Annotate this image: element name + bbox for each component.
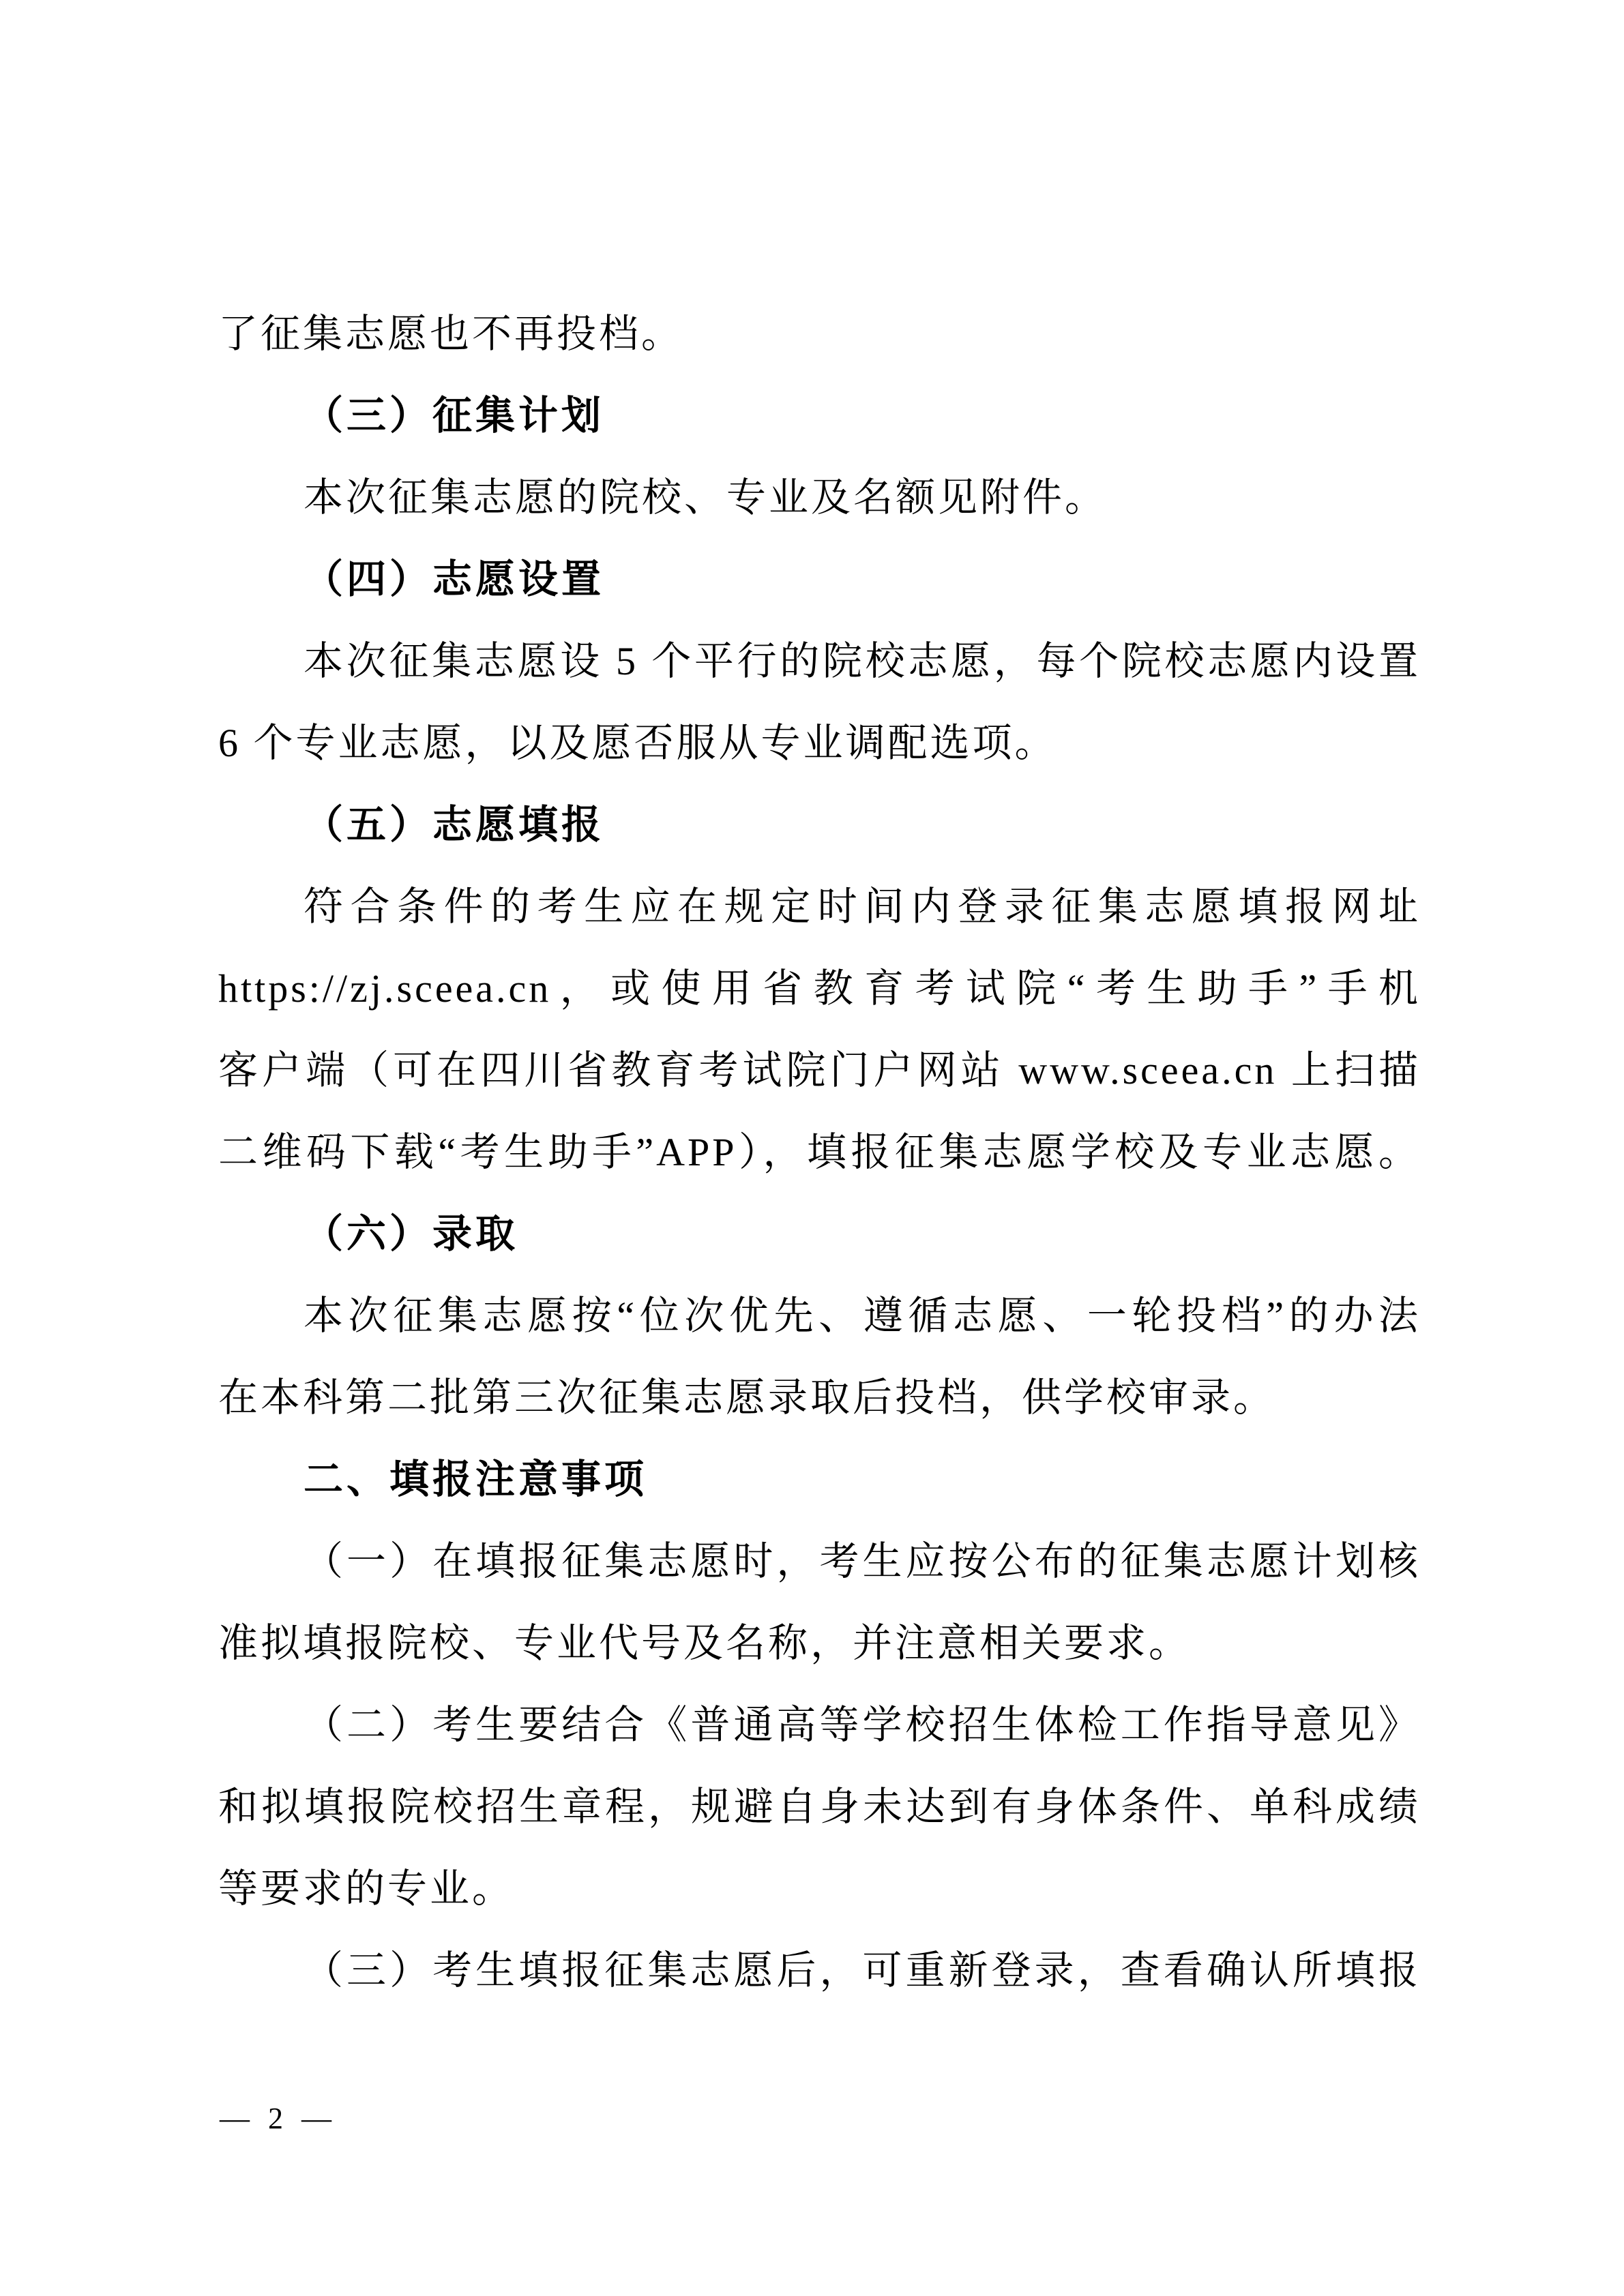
section-heading-5: （五）志愿填报	[304, 803, 605, 847]
paragraph-continuation: 二维码下载“考生助手”APP），填报征集志愿学校及专业志愿。	[218, 1130, 1421, 1174]
paragraph: 本次征集志愿按“位次优先、遵循志愿、一轮投档”的办法	[304, 1294, 1421, 1338]
paragraph-continuation: 和拟填报院校招生章程，规避自身未达到有身体条件、单科成绩	[218, 1785, 1421, 1829]
paragraph-continuation: 客户端（可在四川省教育考试院门户网站 www.sceea.cn 上扫描	[218, 1048, 1421, 1092]
paragraph-continuation: 准拟填报院校、专业代号及名称，并注意相关要求。	[218, 1621, 1192, 1665]
paragraph: （一）在填报征集志愿时，考生应按公布的征集志愿计划核	[304, 1539, 1421, 1583]
paragraph: （三）考生填报征集志愿后，可重新登录，查看确认所填报	[304, 1948, 1421, 1993]
paragraph: 符合条件的考生应在规定时间内登录征集志愿填报网址	[304, 884, 1421, 929]
section-heading-6: （六）录取	[304, 1212, 519, 1256]
paragraph: 本次征集志愿设 5 个平行的院校志愿，每个院校志愿内设置	[304, 639, 1421, 683]
paragraph-continuation: 了征集志愿也不再投档。	[218, 312, 684, 356]
paragraph-continuation: 6 个专业志愿，以及愿否服从专业调配选项。	[218, 721, 1057, 765]
paragraph-continuation: 在本科第二批第三次征集志愿录取后投档，供学校审录。	[218, 1375, 1276, 1420]
paragraph: （二）考生要结合《普通高等学校招生体检工作指导意见》	[304, 1703, 1421, 1747]
chapter-heading-2: 二、填报注意事项	[304, 1457, 648, 1502]
paragraph-continuation: https://zj.sceea.cn，或使用省教育考试院“考生助手”手机	[218, 966, 1421, 1011]
section-heading-3: （三）征集计划	[304, 393, 605, 438]
paragraph: 本次征集志愿的院校、专业及名额见附件。	[304, 475, 1108, 520]
page-number: — 2 —	[220, 2102, 337, 2135]
section-heading-4: （四）志愿设置	[304, 557, 605, 601]
paragraph-continuation: 等要求的专业。	[218, 1866, 515, 1911]
document-body	[218, 293, 1421, 2012]
